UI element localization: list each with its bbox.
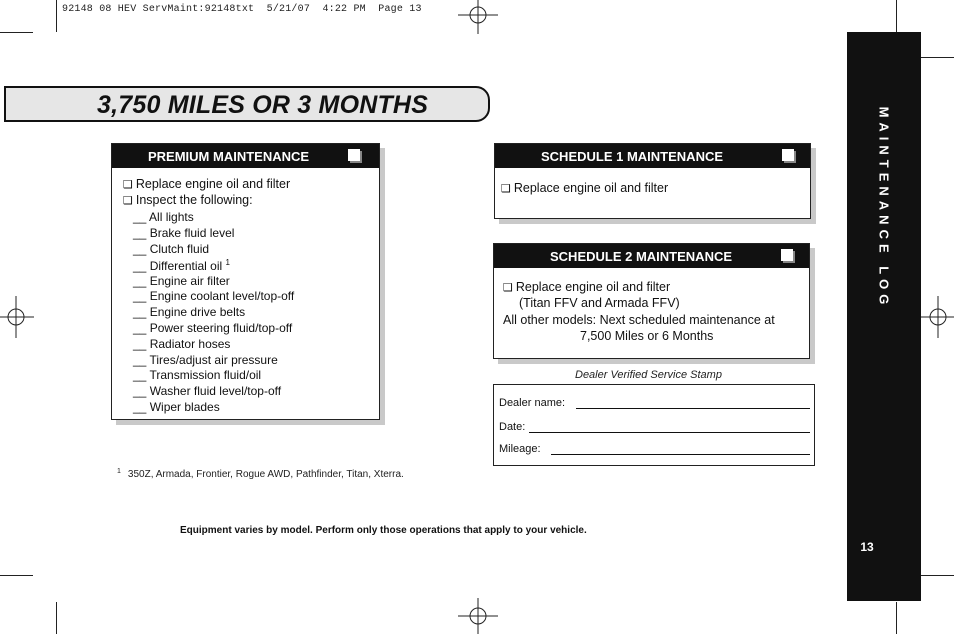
dealer-stamp-box — [493, 384, 815, 466]
date-field[interactable] — [529, 432, 810, 433]
checkbox-icon[interactable]: ❑ — [503, 282, 513, 294]
schedule-2-header — [494, 244, 809, 268]
premium-maintenance-header — [112, 144, 379, 168]
inspection-item: __ Tires/adjust air pressure — [133, 353, 278, 367]
inspection-item: __ Power steering fluid/top-off — [133, 321, 293, 335]
inspection-item: __ Radiator hoses — [133, 337, 231, 351]
section-side-tab — [847, 32, 921, 601]
page-title: 3,750 MILES OR 3 MONTHS — [97, 91, 429, 119]
dealer-name-label: Dealer name: — [499, 397, 566, 409]
footnote-marker: 1 — [117, 468, 121, 475]
checkbox-icon[interactable]: ❑ — [501, 183, 511, 195]
inspection-item: __ Transmission fluid/oil — [133, 368, 262, 382]
checkbox-icon[interactable]: ❑ — [123, 179, 133, 191]
footnote: $^1$ 350Z, Armada, Frontier, Rogue AWD, Pathfinder, Titan, Xterra. — [117, 468, 404, 480]
inspection-item: __ Engine coolant level/top-off — [133, 289, 295, 303]
crop-mark — [921, 575, 954, 576]
schedule-1-item: ❑ Replace engine oil and filter — [501, 181, 669, 195]
schedule-1-box — [494, 143, 811, 219]
crop-mark — [56, 602, 57, 634]
mileage-label: Mileage: — [499, 443, 541, 455]
inspection-item: __ Differential oil $^1$ — [133, 258, 230, 273]
schedule-2-item: ❑ Replace engine oil and filter — [503, 280, 671, 294]
inspection-item: __ Brake fluid level — [133, 226, 235, 240]
inspection-item: __ All lights — [133, 210, 194, 224]
dealer-stamp-title: Dealer Verified Service Stamp — [575, 369, 722, 381]
checkbox-icon[interactable] — [782, 149, 794, 161]
title-banner — [4, 86, 490, 122]
crop-mark — [56, 0, 57, 32]
premium-item: ❑ Replace engine oil and filter — [123, 177, 291, 191]
premium-item: ❑ Inspect the following: — [123, 193, 253, 207]
registration-mark-icon — [458, 0, 498, 34]
crop-mark — [0, 32, 33, 33]
checkbox-icon[interactable] — [348, 149, 360, 161]
footnote-marker: 1 — [225, 258, 230, 267]
crop-mark — [896, 602, 897, 634]
schedule-2-item-detail: (Titan FFV and Armada FFV) — [519, 296, 680, 310]
footer-note: Equipment varies by model. Perform only those operations that apply to your vehicle. — [180, 525, 587, 536]
inspection-item: __ Engine drive belts — [133, 305, 246, 319]
inspection-item: __ Clutch fluid — [133, 242, 210, 256]
mileage-field[interactable] — [551, 454, 810, 455]
dealer-name-field[interactable] — [576, 408, 810, 409]
schedule-2-note: All other models: Next scheduled maintenance at — [503, 313, 775, 327]
schedule-2-title: SCHEDULE 2 MAINTENANCE — [550, 249, 733, 264]
checkbox-icon[interactable] — [781, 249, 793, 261]
inspection-item: __ Washer fluid level/top-off — [133, 384, 282, 398]
registration-mark-icon — [0, 296, 34, 338]
registration-mark-icon — [458, 598, 498, 634]
inspection-item: __ Engine air filter — [133, 274, 230, 288]
premium-maintenance-box — [111, 143, 380, 420]
checkbox-icon[interactable]: ❑ — [123, 195, 133, 207]
date-label: Date: — [499, 421, 526, 433]
side-tab-label: MAINTENANCE LOG — [876, 106, 892, 310]
crop-mark — [921, 57, 954, 58]
registration-mark-icon — [920, 296, 954, 338]
schedule-1-title: SCHEDULE 1 MAINTENANCE — [541, 149, 724, 164]
crop-mark — [896, 0, 897, 32]
premium-maintenance-title: PREMIUM MAINTENANCE — [148, 149, 310, 164]
crop-mark — [0, 575, 33, 576]
page-number: 13 — [860, 540, 874, 554]
schedule-1-header — [495, 144, 810, 168]
inspection-item: __ Wiper blades — [133, 400, 220, 414]
print-header: 92148 08 HEV ServMaint:92148txt 5/21/07 4:22 PM Page 13 — [62, 4, 422, 15]
schedule-2-box — [493, 243, 810, 359]
schedule-2-note: 7,500 Miles or 6 Months — [580, 329, 714, 343]
